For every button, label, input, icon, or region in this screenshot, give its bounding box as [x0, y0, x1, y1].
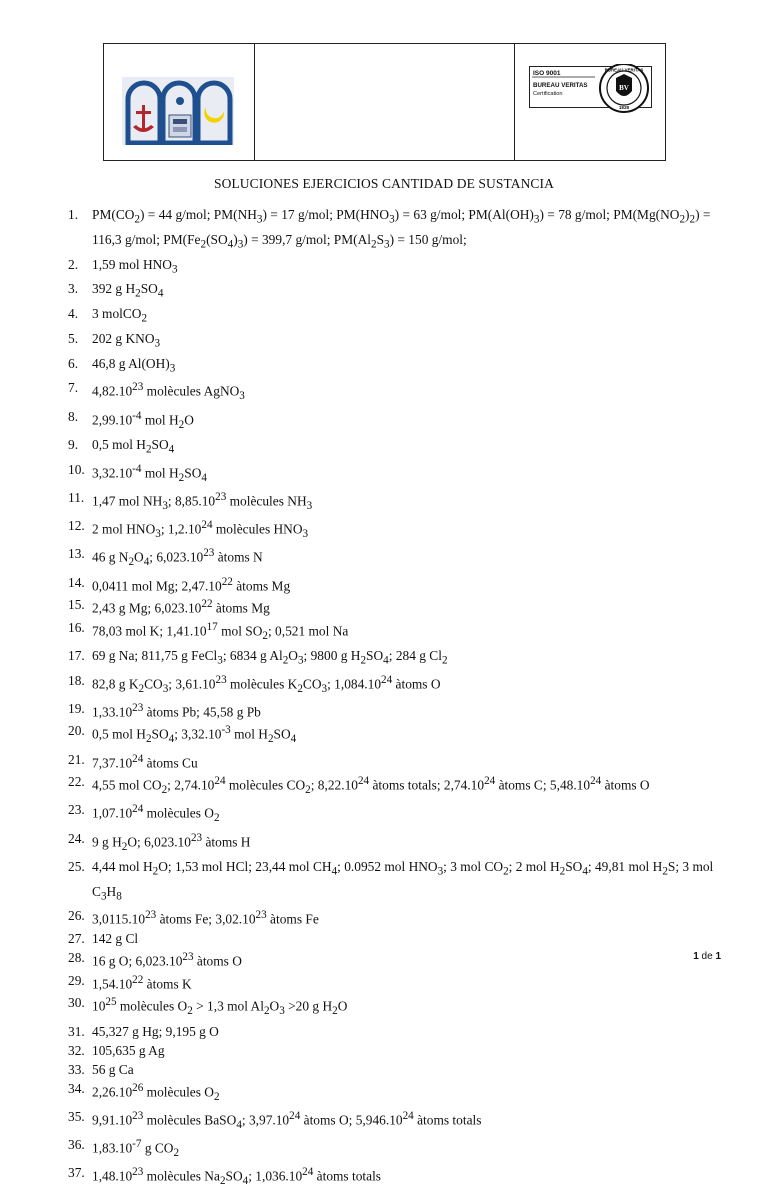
page-total: 1: [715, 951, 721, 962]
answer-text: 82,8 g $K_2CO_3$; 3,61.10$^{23}$ molècules $K_2CO_3$; 1,084.10$^{24}$ àtoms O: [92, 673, 441, 695]
answer-text: 3 molCO$_2$: [92, 306, 148, 325]
cert-name-text: BUREAU VERITAS: [533, 82, 588, 89]
answer-item: [68, 750, 718, 773]
answer-number: 1.: [68, 207, 79, 222]
answer-text: $10^{25}$ molècules $O_2 > 1,3$ mol $Al_2O_3 >20$ g $H_2O$: [92, 996, 348, 1018]
answer-text: $1,83.10^{-7}$ g $CO_2$: [92, 1138, 180, 1160]
school-crest-icon: [122, 77, 234, 145]
answer-number: 5.: [68, 330, 79, 346]
answer-number: 17.: [68, 647, 85, 663]
answer-text: 1,48.10$^{23}$ molècules $Na_2SO_4$; 1,036.10$^{24}$ àtoms totals: [92, 1166, 382, 1188]
answer-item: [68, 488, 718, 516]
answer-number: 14.: [68, 574, 85, 590]
answer-item: [68, 573, 718, 596]
answer-item: [68, 829, 718, 857]
header-cert-cell: [515, 44, 665, 160]
answer-text: 9,91.10$^{23}$ molècules BaSO$_4$; 3,97.10$^{24}$ àtoms O; 5,946.10$^{24}$ àtoms totals: [92, 1110, 482, 1132]
answer-text: $3,32.10^{-4}$ mol $H_2SO_4$: [92, 462, 207, 484]
answer-text: 392 g $H_2SO_4$: [92, 281, 164, 300]
svg-text:BV: BV: [619, 84, 629, 92]
answer-item: [68, 772, 718, 800]
answer-text: 69 g Na; 811,75 g FeCl$_3$; 6834 g $Al_2O_3$; 9800 g $H_2SO_4$; 284 g $Cl_2$: [92, 647, 448, 667]
seal-top-text: BUREAU VERITAS: [604, 67, 644, 73]
page-current: 1: [693, 951, 699, 962]
answer-number: 6.: [68, 355, 79, 371]
answer-text: 45,327 g Hg; 9,195 g O: [92, 1023, 219, 1039]
answer-text: 0,0411 mol Mg; 2,47.10$^{22}$ àtoms Mg: [92, 575, 291, 593]
seal-year-text: 1828: [618, 105, 630, 110]
cert-sub-text: Certification: [533, 91, 563, 97]
answer-number: 32.: [68, 1042, 85, 1058]
answer-item: [68, 948, 718, 971]
answer-item: [68, 435, 718, 460]
answer-number: 29.: [68, 972, 85, 988]
answer-text: 105,635 g Ag: [92, 1042, 165, 1058]
answer-number: 33.: [68, 1061, 85, 1077]
answer-item: [68, 1163, 718, 1191]
answer-item: [68, 544, 718, 572]
answer-number: 7.: [68, 380, 79, 396]
answer-item: [68, 699, 718, 722]
answer-item: [68, 1041, 718, 1060]
answer-text: 16 g O; 6,023.10$^{23}$ àtoms O: [92, 951, 242, 969]
answer-text: 2 mol $HNO_3$; 1,2.10$^{24}$ molècules $HNO_3$: [92, 519, 309, 541]
answer-text: 2,43 g Mg; 6,023.10$^{22}$ àtoms Mg: [92, 598, 270, 616]
answer-item: [68, 929, 718, 948]
answer-item: [68, 1022, 718, 1041]
answer-number: 13.: [68, 546, 85, 562]
answer-item: [68, 255, 718, 280]
answer-text: 1,54.10$^{22}$ àtoms K: [92, 973, 192, 992]
answer-number: 36.: [68, 1137, 85, 1153]
answer-number: 11.: [68, 489, 85, 505]
answer-number: 34.: [68, 1080, 85, 1096]
header-logo-cell: [104, 44, 255, 160]
answer-number: 19.: [68, 700, 85, 716]
answer-text: 4,55 mol $CO_2$; 2,74.10$^{24}$ molècules $CO_2$; 8,22.10$^{24}$ àtoms totals; 2,74.10$^{24}$ àtoms C; 5,48.10$^{24}$ àtoms O: [92, 775, 650, 797]
answer-number: 12.: [68, 518, 85, 534]
header-empty-cell: [255, 44, 515, 160]
page-number: [693, 951, 721, 962]
answer-text: 46 g $N_2O_4$; 6,023.10$^{23}$ àtoms N: [92, 547, 263, 569]
answer-item: [68, 646, 718, 671]
cert-iso-text: ISO 9001: [533, 70, 561, 77]
answer-item: [68, 354, 718, 379]
answer-number: 31.: [68, 1023, 85, 1039]
answer-text: $PM(CO_2) = 44$ g/mol; $PM(NH_3) = 17$ g/mol; $PM(HNO_3) = 63$ g/mol; $PM(Al(OH)_3) = 78$ g/mol; $PM(Mg(NO_2)_2) = 116,3$ g/mol; $PM(Fe_2(SO_4)_3) = 399,7$ g/mol; $PM(Al_2S_3) = 150$ g/mol;: [92, 207, 711, 251]
answer-text: 7,37.10$^{24}$ àtoms Cu: [92, 752, 198, 771]
answer-item: [68, 205, 718, 255]
page-title: SOLUCIONES EJERCICIOS CANTIDAD DE SUSTANCIA: [214, 176, 554, 191]
answer-text: 2,26.10$^{26}$ molècules $O_2$: [92, 1081, 220, 1103]
answer-item: [68, 800, 718, 828]
answer-text: 142 g Cl: [92, 931, 139, 947]
answer-item: [68, 329, 718, 354]
answer-text: 0,5 mol $H_2SO_4$; $3,32.10^{-3}$ mol $H_2SO_4$: [92, 724, 297, 746]
answer-text: 56 g Ca: [92, 1061, 134, 1077]
answer-text: 46,8 g $Al(OH)_3$: [92, 355, 176, 375]
page-de: de: [701, 951, 713, 962]
answer-number: 2.: [68, 256, 79, 272]
answer-item: [68, 304, 718, 329]
answer-number: 23.: [68, 802, 85, 818]
answer-number: 30.: [68, 995, 85, 1011]
answer-number: 35.: [68, 1109, 85, 1125]
answer-number: 26.: [68, 908, 85, 924]
answer-item: [68, 721, 718, 749]
answer-number: 15.: [68, 597, 85, 613]
answer-item: [68, 906, 718, 929]
answer-number: 28.: [68, 950, 85, 966]
answer-text: $2,99.10^{-4}$ mol $H_2O$: [92, 409, 194, 431]
answer-text: 1,33.10$^{23}$ àtoms Pb; 45,58 g Pb: [92, 701, 261, 720]
answer-number: 21.: [68, 751, 85, 767]
answer-number: 24.: [68, 830, 85, 846]
answer-text: 78,03 mol K; 1,41.10$^{17}$ mol $SO_2$; 0,521 mol Na: [92, 620, 349, 642]
answer-text: 0,5 mol $H_2SO_4$: [92, 436, 175, 456]
answer-text: 202 g $KNO_3$: [92, 330, 161, 350]
answer-item: [68, 618, 718, 646]
answer-item: [68, 460, 718, 488]
answer-number: 20.: [68, 723, 85, 739]
answer-item: [68, 378, 718, 406]
answer-item: [68, 993, 718, 1021]
answer-item: [68, 1107, 718, 1135]
answer-item: [68, 1060, 718, 1079]
answer-number: 27.: [68, 931, 85, 947]
answer-list: [68, 205, 718, 1192]
answer-number: 16.: [68, 619, 85, 635]
answer-number: 8.: [68, 408, 79, 424]
answer-item: [68, 595, 718, 618]
answer-text: 4,82.10$^{23}$ molècules AgNO$_3$: [92, 381, 245, 403]
answer-item: [68, 671, 718, 699]
answer-item: [68, 857, 718, 907]
answer-number: 9.: [68, 436, 79, 452]
answer-number: 22.: [68, 774, 85, 790]
answer-item: [68, 516, 718, 544]
answer-item: [68, 407, 718, 435]
document-header: [103, 43, 666, 161]
answer-number: 18.: [68, 672, 85, 688]
answer-number: 4.: [68, 306, 79, 322]
answer-item: [68, 279, 718, 304]
answer-text: 1,07.10$^{24}$ molècules $O_2$: [92, 803, 220, 825]
answer-number: 10.: [68, 461, 85, 477]
bureau-veritas-certification-icon: [529, 64, 653, 116]
answer-item: [68, 971, 718, 994]
answer-item: [68, 1079, 718, 1107]
answer-number: 3.: [68, 281, 79, 297]
answer-text: 1,59 mol $HNO_3$: [92, 256, 178, 276]
answer-text: 9 g $H_2O$; 6,023.10$^{23}$ àtoms H: [92, 831, 251, 853]
answer-item: [68, 1135, 718, 1163]
answer-number: 25.: [68, 858, 85, 874]
answer-number: 37.: [68, 1165, 85, 1181]
answer-text: 4,44 mol $H_2O$; 1,53 mol HCl; 23,44 mol $CH_4$; 0.0952 mol $HNO_3$; 3 mol $CO_2$; 2 mol $H_2SO_4$; 49,81 mol $H_2S$; 3 mol $C_3H_8$: [92, 858, 714, 903]
answer-text: 3,0115.10$^{23}$ àtoms Fe; 3,02.10$^{23}$ àtoms Fe: [92, 909, 319, 927]
answer-text: 1,47 mol $NH_3$; 8,85.10$^{23}$ molècules $NH_3$: [92, 490, 313, 512]
